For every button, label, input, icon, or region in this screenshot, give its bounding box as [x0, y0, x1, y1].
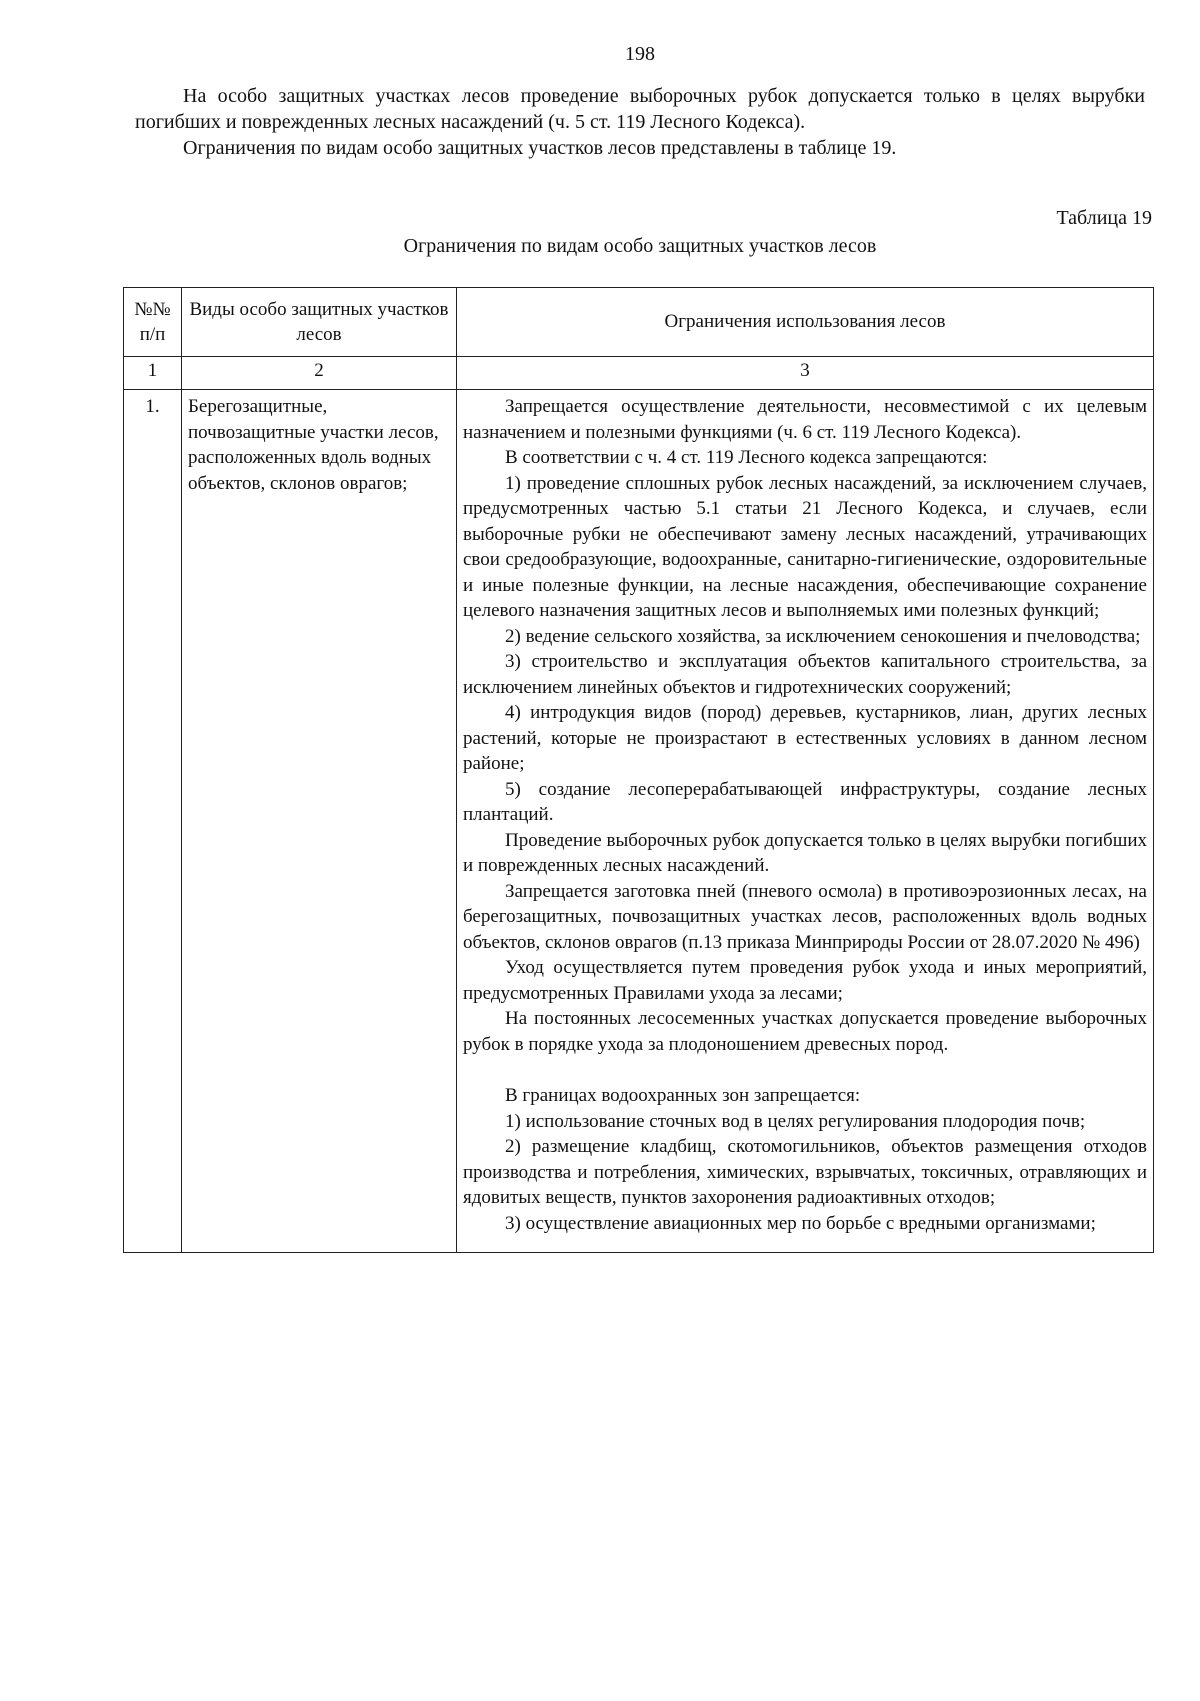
column-number: 3 — [457, 357, 1154, 390]
restriction-paragraph: 1) использование сточных вод в целях регулирования плодородия почв; — [505, 1110, 1086, 1132]
restriction-paragraph: 2) размещение кладбищ, скотомогильников, объектов размещения отходов производства и потребления, химических, взрывчатых, токсичных, отравляющих и ядовитых веществ, пунктов захоронения радиоактивных отходов; — [463, 1136, 1147, 1208]
column-number: 2 — [182, 357, 457, 390]
intro-text — [135, 83, 1145, 161]
header-number: №№ п/п — [124, 288, 182, 357]
restriction-paragraph: 3) осуществление авиационных мер по борьбе с вредными организмами; — [505, 1212, 1096, 1234]
restriction-paragraph: Запрещается заготовка пней (пневого осмола) в противоэрозионных лесах, на берегозащитных, почвозащитных участках лесов, расположенных вдоль водных объектов, склонов оврагов (п.13 приказа Минприроды России от 28.07.2020 № 496) — [463, 880, 1147, 953]
restriction-paragraph: 4) интродукция видов (пород) деревьев, кустарников, лиан, других лесных растений, которые не произрастают в естественных условиях в данном лесном районе; — [463, 702, 1147, 774]
restriction-paragraph: 5) создание лесоперерабатывающей инфраструктуры, создание лесных плантаций. — [463, 778, 1147, 825]
restriction-paragraph: В границах водоохранных зон запрещается: — [505, 1085, 861, 1106]
table-header-row — [124, 288, 1154, 357]
restriction-paragraph: Проведение выборочных рубок допускается только в целях вырубки погибших и поврежденных лесных насаждений. — [463, 829, 1147, 876]
restriction-paragraph: 3) строительство и эксплуатация объектов капитального строительства, за исключением линейных объектов и гидротехнических сооружений; — [463, 651, 1147, 698]
restriction-paragraph: В соответствии с ч. 4 ст. 119 Лесного кодекса запрещаются: — [505, 447, 988, 468]
page-number: 198 — [625, 43, 655, 65]
restriction-paragraph: 2) ведение сельского хозяйства, за исключением сенокошения и пчеловодства; — [505, 625, 1141, 647]
table-row — [124, 390, 1154, 1253]
row-kind: Берегозащитные, почвозащитные участки лесов, расположенных вдоль водных объектов, склонов оврагов; — [182, 390, 457, 1253]
table-title: Ограничения по видам особо защитных участков лесов — [403, 235, 877, 257]
restriction-paragraph: Уход осуществляется путем проведения рубок ухода и иных мероприятий, предусмотренных Правилами ухода за лесами; — [463, 957, 1147, 1004]
restriction-paragraph: 1) проведение сплошных рубок лесных насаждений, за исключением случаев, предусмотренных частью 5.1 статьи 21 Лесного Кодекса, и случаев, если выборочные рубки не обеспечивают замену лесных насаждений, утрачивающих свои средообразующие, водоохранные, санитарно-гигиенические, оздоровительные и иные полезные функции, на лесные насаждения, обеспечивающие сохранение целевого назначения защитных лесов и выполняемых ими полезных функций; — [463, 472, 1147, 621]
intro-paragraph: На особо защитных участках лесов проведение выборочных рубок допускается только в целях вырубки погибших и поврежденных лесных насаждений (ч. 5 ст. 119 Лесного Кодекса). — [135, 85, 1145, 133]
table-label: Таблица 19 — [1056, 207, 1152, 229]
column-number: 1 — [124, 357, 182, 390]
intro-paragraph: Ограничения по видам особо защитных участков лесов представлены в таблице 19. — [183, 137, 897, 159]
restrictions-table — [123, 287, 1154, 1253]
header-kinds: Виды особо защитных участков лесов — [182, 288, 457, 357]
header-restrictions: Ограничения использования лесов — [457, 288, 1154, 357]
restriction-paragraph: На постоянных лесосеменных участках допускается проведение выборочных рубок в порядке ухода за плодоношением древесных пород. — [463, 1008, 1147, 1055]
row-restrictions — [457, 390, 1154, 1253]
paragraph-gap — [463, 1057, 1147, 1083]
column-number-row — [124, 357, 1154, 390]
restriction-paragraph: Запрещается осуществление деятельности, несовместимой с их целевым назначением и полезными функциями (ч. 6 ст. 119 Лесного Кодекса). — [463, 396, 1147, 443]
row-number: 1. — [124, 390, 182, 1253]
